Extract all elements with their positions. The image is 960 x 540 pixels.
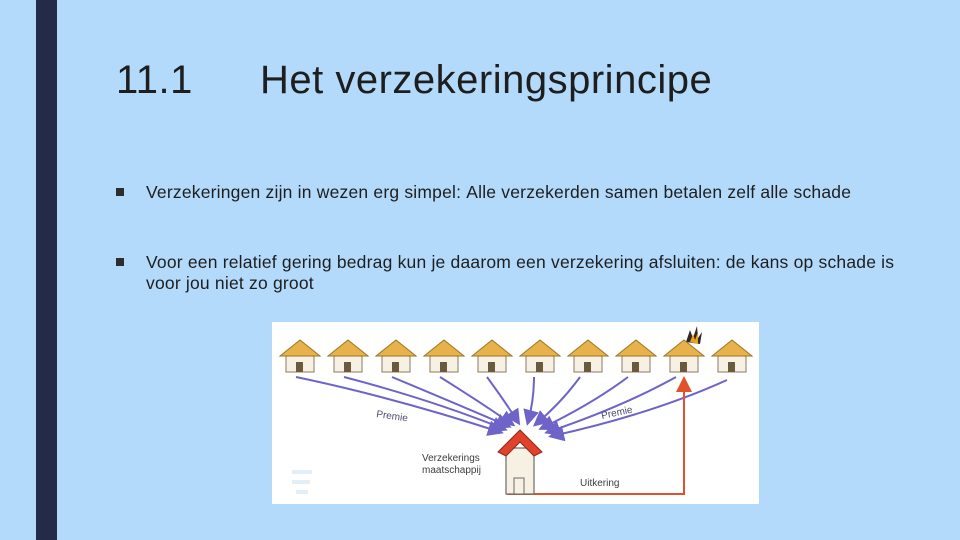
bullet-item: [116, 252, 906, 294]
bullet-marker: [116, 258, 124, 266]
insurance-company-building-icon: [498, 430, 542, 494]
company-label-line1: Verzekerings: [422, 453, 480, 464]
premie-arrow: [487, 377, 518, 422]
bullet-marker: [116, 188, 124, 196]
house-icon: [616, 340, 656, 372]
house-icon: [424, 340, 464, 372]
burning-house-icon: [664, 326, 704, 372]
premie-label-left: Premie: [375, 409, 409, 425]
company-label-line2: maatschappij: [422, 465, 481, 476]
premie-arrow: [528, 377, 534, 422]
bullet-item: [116, 182, 906, 203]
premie-arrow: [296, 377, 500, 432]
premie-arrow: [536, 377, 580, 424]
premie-arrow: [552, 380, 727, 436]
house-icon: [568, 340, 608, 372]
insurance-principle-illustration: [272, 322, 759, 504]
premie-arrow: [548, 377, 676, 432]
slide-title: Het verzekeringsprincipe: [260, 58, 713, 102]
left-accent-bar: [36, 0, 57, 540]
houses-row: [280, 326, 752, 372]
premie-arrows: [296, 377, 727, 436]
uitkering-label: Uitkering: [580, 478, 620, 489]
premie-label-right: Premie: [600, 404, 634, 422]
bullet-text: Voor een relatief gering bedrag kun je daarom een verzekering afsluiten: de kans op schade is voor jou niet zo groot: [146, 252, 895, 293]
bullet-text: Verzekeringen zijn in wezen erg simpel:: [146, 182, 467, 202]
bullet-list: [116, 182, 906, 343]
house-icon: [376, 340, 416, 372]
bullet-text-emphasis: Alle verzekerden samen betalen zelf alle schade: [466, 182, 852, 202]
house-icon: [712, 340, 752, 372]
house-icon: [472, 340, 512, 372]
house-icon: [328, 340, 368, 372]
slide-title-number: 11.1: [116, 58, 193, 102]
background-scribble: [292, 472, 312, 492]
house-icon: [520, 340, 560, 372]
illustration-svg: [272, 322, 759, 504]
house-icon: [280, 340, 320, 372]
